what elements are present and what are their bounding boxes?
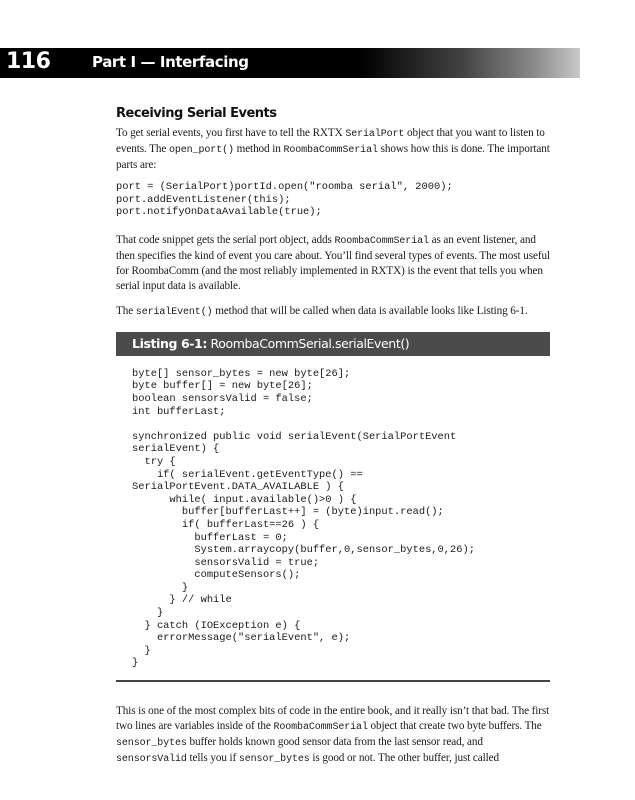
code-snippet-open-port: port = (SerialPort)portId.open("roomba serial", 2000); port.addEventListener(this); port.notifyOnDataAvailable(true); bbox=[116, 181, 453, 219]
section-heading: Receiving Serial Events bbox=[116, 106, 277, 121]
inline-code: sensor_bytes bbox=[116, 738, 187, 750]
text-run: object that create two byte buffers. The bbox=[367, 720, 542, 733]
listing-header bbox=[116, 332, 550, 356]
page-content bbox=[116, 106, 552, 767]
text-run: tells you if bbox=[186, 752, 239, 765]
listing-code: byte[] sensor_bytes = new byte[26]; byte buffer[] = new byte[26]; boolean sensorsValid = false; int bufferLast; synchronized public void serialEvent(SerialPortEvent serialEvent) { try { if( serialEvent.getEventType() == SerialPortEvent.DATA_AVAILABLE ) { while( input.available()>0 ) { buffer[bufferLast++] = (byte)input.read(); if( bufferLast==26 ) { bufferLast = 0; System.arraycopy(buffer,0,sensor_bytes,0,26); sensorsValid = true; computeSensors(); } } // while } } catch (IOException e) { errorMessage("serialEvent", e); } } bbox=[132, 367, 475, 670]
text-run: The bbox=[116, 304, 136, 317]
paragraph-intro bbox=[116, 126, 552, 173]
listing-bottom-rule bbox=[116, 680, 550, 682]
text-run: method that will be called when data is available looks like Listing 6-1. bbox=[212, 304, 528, 317]
text-run: That code snippet gets the serial port object, adds bbox=[116, 233, 335, 246]
listing-label: Listing 6-1: bbox=[132, 335, 207, 351]
text-run: is good or not. The other buffer, just called bbox=[309, 752, 500, 765]
inline-code: SerialPort bbox=[345, 129, 405, 140]
inline-code: open_port() bbox=[168, 145, 234, 156]
text-run: object that you want to listen to events. The bbox=[116, 127, 545, 155]
inline-code: RoombaCommSerial bbox=[283, 145, 378, 156]
chapter-header-bar bbox=[0, 48, 580, 78]
inline-code: RoombaCommSerial bbox=[334, 235, 429, 247]
inline-code: RoombaCommSerial bbox=[273, 722, 368, 734]
inline-code: sensor_bytes bbox=[238, 754, 310, 766]
inline-code: serialEvent() bbox=[135, 306, 213, 318]
text-run: method in bbox=[233, 143, 284, 155]
paragraph-serial-event-intro bbox=[116, 304, 552, 320]
part-title: Part I — Interfacing bbox=[92, 53, 249, 71]
page-number: 116 bbox=[6, 49, 51, 74]
paragraph-explanation bbox=[116, 704, 552, 767]
text-run: as an event listener, and then specifies the kind of event you care about. You’ll find several types of events. The most useful for RoombaComm (and the most reliably implemented in RXTX) is the event that tells you when serial input data is available. bbox=[116, 233, 550, 292]
listing-title: RoombaCommSerial.serialEvent() bbox=[206, 335, 410, 351]
text-run: To get serial events, you first have to tell the RXTX bbox=[116, 127, 346, 139]
listing-body bbox=[116, 356, 552, 680]
text-run: This is one of the most complex bits of code in the entire book, and it really isn’t that bad. The first two lines are variables inside of the bbox=[116, 705, 550, 733]
inline-code: sensorsValid bbox=[116, 754, 187, 766]
text-run: shows how this is done. The important parts are: bbox=[116, 143, 550, 171]
paragraph-event-listener bbox=[116, 233, 552, 294]
text-run: buffer holds known good sensor data from the last sensor read, and bbox=[186, 736, 483, 749]
